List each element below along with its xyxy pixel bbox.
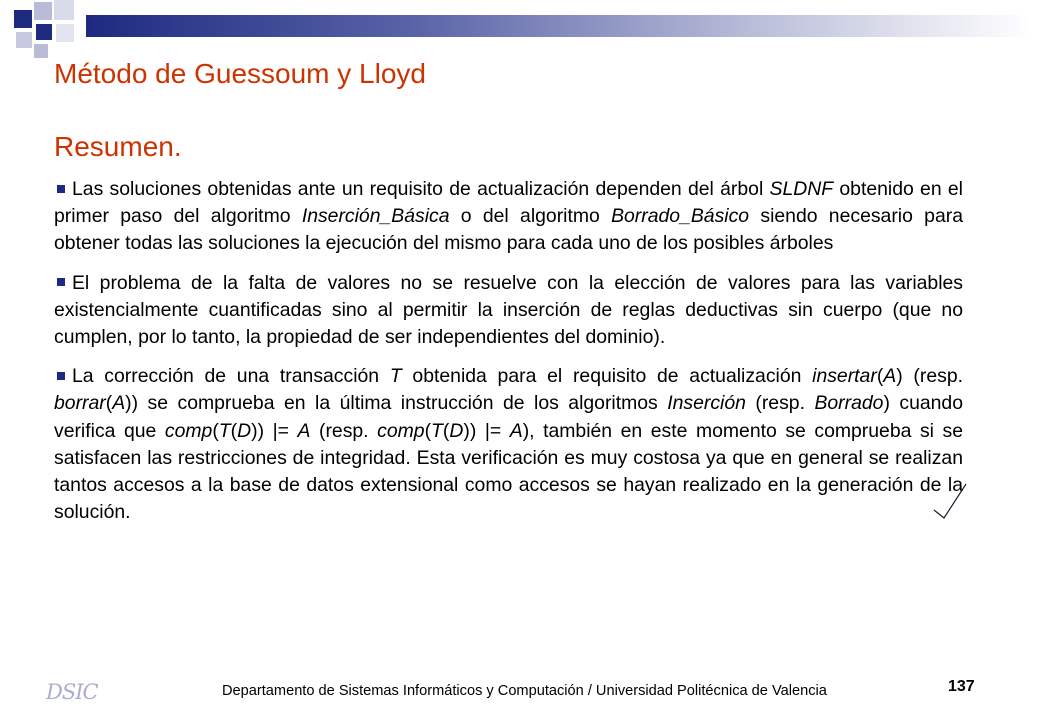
deco-square: [14, 10, 32, 28]
check-mark-icon: [932, 480, 968, 520]
bullet-text-segment: ) (resp.: [896, 365, 963, 388]
bullet-text-segment: A: [297, 419, 311, 442]
bullet-text-segment: (resp.: [745, 392, 815, 415]
bullet-text-segment: D: [237, 419, 252, 442]
slide-subtitle: Resumen.: [54, 131, 182, 162]
bullet-text-segment: T: [389, 365, 402, 388]
bullet-text-segment: La corrección de una transacción: [72, 365, 390, 388]
footer-department: Departamento de Sistemas Informáticos y Computación / Universidad Politécnica de Valencia: [222, 683, 827, 699]
bullet-text-segment: A: [112, 392, 126, 415]
bullet-text-segment: )) |=: [463, 419, 510, 442]
page-number: 137: [948, 678, 975, 695]
bullet-text-segment: ), también en este momento se comprueba si se satisfacen las restricciones de integridad. Esta verificación es muy costosa ya que en general se realizan tantos accesos a la base de datos extensional como accesos se hayan realizado en la generación de la solución.: [54, 419, 963, 524]
bullet-text-segment: borrar: [54, 392, 106, 415]
bullet-text-segment: Borrado: [814, 392, 884, 415]
bullet-text-segment: Inserción: [667, 392, 746, 415]
bullet-square-icon: [57, 372, 65, 380]
bullet-text-segment: o del algoritmo: [449, 205, 612, 228]
bullet-text-segment: (: [442, 419, 450, 442]
bullet-text-segment: insertar: [812, 365, 877, 388]
bullet-text-segment: A: [883, 365, 897, 388]
bullet-square-icon: [57, 278, 65, 286]
bullet-text-segment: (: [105, 392, 113, 415]
bullet-text-segment: (: [424, 419, 432, 442]
bullet-text-segment: (: [230, 419, 238, 442]
bullet-text-segment: )) |=: [251, 419, 298, 442]
bullet-paragraph: [54, 176, 963, 258]
bullet-text-segment: SLDNF: [769, 178, 834, 200]
bullet-text-segment: (: [876, 365, 884, 388]
deco-square: [36, 24, 52, 40]
bullet-text-segment: Las soluciones obtenidas ante un requisito de actualización dependen del árbol: [72, 178, 770, 200]
deco-square: [54, 0, 74, 20]
bullet-text-segment: obtenida para el requisito de actualización: [401, 365, 813, 388]
bullet-text-segment: El problema de la falta de valores no se resuelve con la elección de valores para las variables existencialmente cuantificadas sino al permitir la inserción de reglas deductivas sin cuerpo (que no cumplen, por lo tanto, la propiedad de ser independientes del dominio).: [54, 271, 963, 349]
bullet-text-segment: D: [449, 419, 464, 442]
bullet-text-segment: Borrado_Básico: [611, 205, 750, 228]
bullet-paragraph: [54, 270, 963, 352]
dsic-logo: DSIC: [46, 680, 98, 704]
bullet-text-segment: (: [212, 419, 219, 442]
deco-square: [56, 24, 74, 42]
bullet-paragraph: [54, 363, 963, 526]
bullet-text-segment: A: [509, 419, 523, 442]
bullet-text-segment: )) se comprueba en la última instrucción de los algoritmos: [125, 392, 668, 415]
bullet-square-icon: [57, 185, 65, 193]
bullet-text-segment: comp: [377, 419, 425, 442]
slide-title: Método de Guessoum y Lloyd: [54, 58, 426, 89]
bullet-text-segment: T: [218, 419, 231, 442]
bullet-text-segment: (resp.: [310, 419, 378, 442]
deco-square: [34, 2, 52, 20]
bullet-text-segment: comp: [164, 419, 213, 442]
bullet-text-segment: ) cuando verifica que: [54, 392, 963, 442]
bullet-text-segment: obtenido en el primer paso del algoritmo: [54, 178, 963, 228]
deco-square: [16, 32, 32, 48]
bullet-text-segment: T: [431, 419, 443, 442]
deco-square: [34, 44, 48, 58]
bullet-text-segment: siendo necesario para obtener todas las soluciones la ejecución del mismo para cada uno de los posibles árboles: [54, 205, 963, 255]
header-bar: [86, 15, 1032, 37]
slide-body: [54, 176, 963, 538]
bullet-text-segment: Inserción_Básica: [301, 205, 450, 228]
